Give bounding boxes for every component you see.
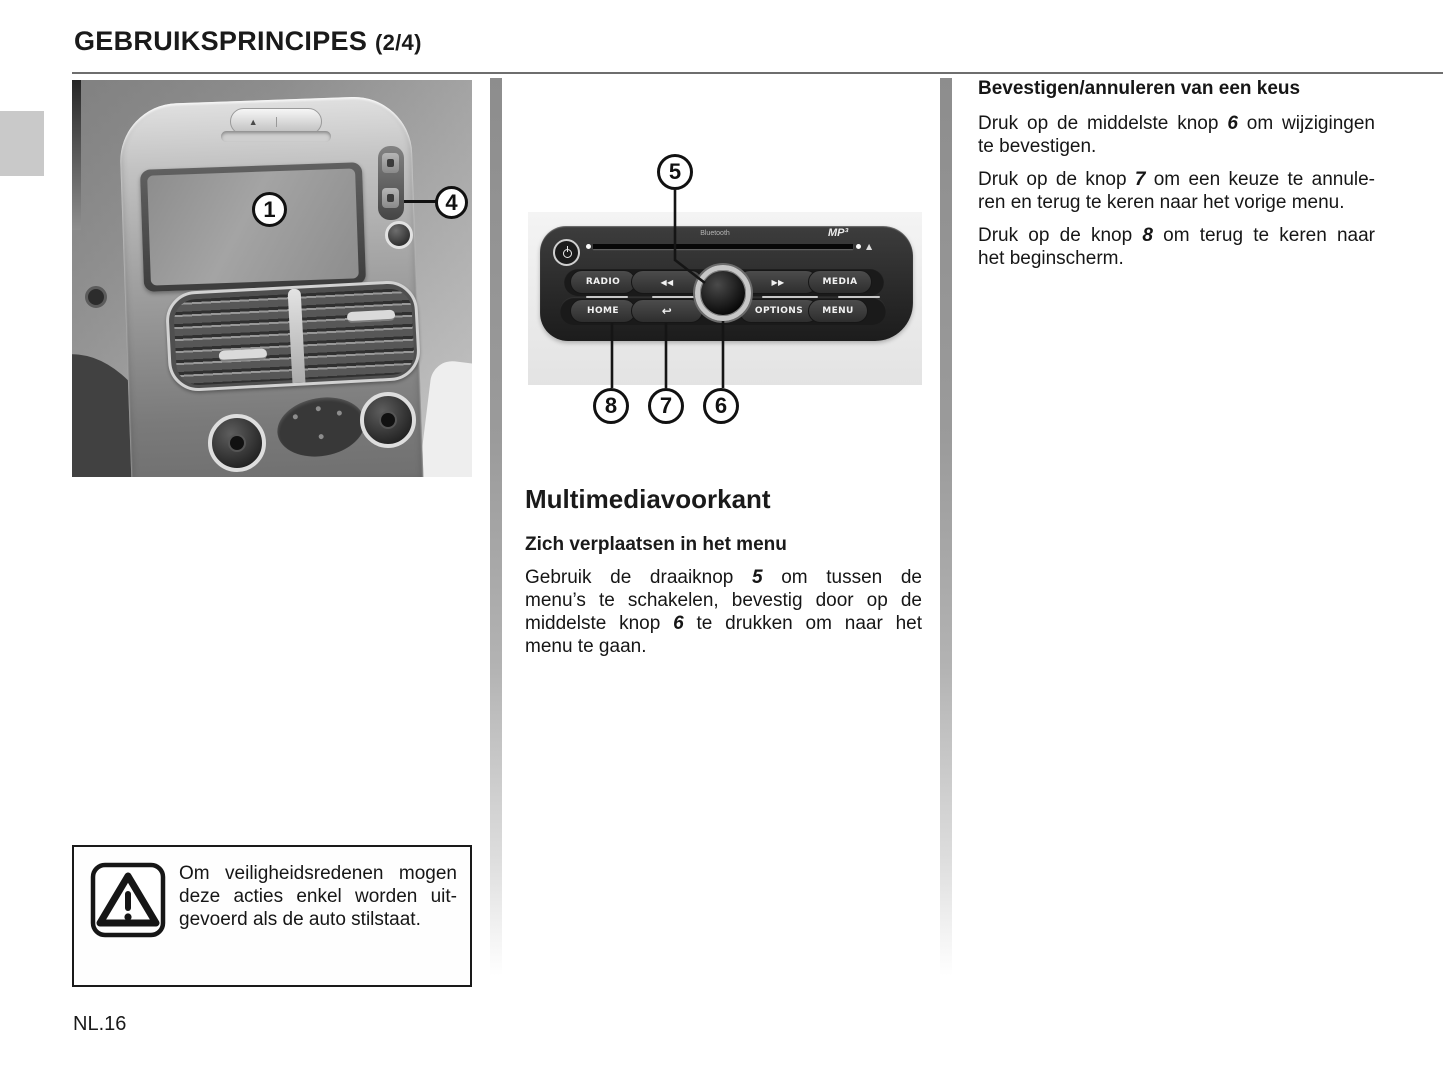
- back-icon: ↩: [631, 299, 703, 323]
- confirm-section: [978, 77, 1375, 280]
- page-title-suffix: (2/4): [374, 30, 422, 55]
- menu-paragraph: Gebruik de draaiknop 5 om tussen de menu’s te schakelen, bevestig door op de middelste knop 6 te drukken om naar het menu te gaan.: [525, 567, 923, 657]
- side-control-stalk: [378, 146, 404, 220]
- hazard-icon: ▲: [231, 117, 277, 127]
- climate-knob-left: [208, 414, 266, 472]
- confirm-paragraph-2: Druk op de knop 7 om een keuze te annule- ren en terug te keren naar het vorige menu.: [978, 169, 1376, 213]
- mp3-label: MP³: [828, 227, 849, 239]
- hazard-pod-base: [221, 131, 331, 142]
- door-edge-shadow: [72, 80, 81, 230]
- confirm-paragraph-1: Druk op de middelste knop 6 om wijzigingen te bevestigen.: [978, 113, 1375, 157]
- callout-4: 4: [435, 186, 468, 219]
- warning-box: [72, 845, 472, 987]
- radio-figure: [525, 145, 925, 429]
- dashboard-figure: [72, 80, 472, 477]
- air-vents: [165, 279, 422, 392]
- cluster-dot: [315, 406, 321, 412]
- column-divider-right: [940, 78, 952, 985]
- touchscreen-bezel: [140, 162, 366, 292]
- page-title: [74, 26, 422, 57]
- bluetooth-label: Bluetooth: [700, 230, 730, 237]
- callout-6: 6: [703, 388, 739, 424]
- callout-5: 5: [657, 154, 693, 190]
- cluster-dot: [336, 410, 342, 416]
- column-divider-left: [490, 78, 502, 985]
- cluster-dot: [292, 414, 298, 420]
- header-rule: [72, 72, 1443, 74]
- touchscreen: [147, 168, 359, 285]
- menu-subheading: Zich verplaatsen in het menu: [525, 534, 787, 555]
- volume-knob: [385, 221, 413, 249]
- media-button: MEDIA: [808, 270, 872, 294]
- options-button: OPTIONS: [739, 299, 819, 323]
- callout-4-line: [404, 200, 436, 203]
- confirm-heading: Bevestigen/annuleren van een keus: [978, 78, 1301, 99]
- home-button: HOME: [570, 299, 636, 323]
- warning-text: Om veiligheidsredenen mogen deze acties enkel worden uit- gevoerd als de auto stilstaat.: [179, 863, 457, 930]
- warning-icon: [90, 862, 166, 938]
- menu-button: MENU: [808, 299, 868, 323]
- callout-7: 7: [648, 388, 684, 424]
- callout-lines: [525, 145, 925, 429]
- seat-highlight: [417, 359, 472, 477]
- cluster-dot: [318, 434, 324, 440]
- page-title-text: GEBRUIKSPRINCIPES: [74, 26, 368, 56]
- callout-8: 8: [593, 388, 629, 424]
- callout-1: 1: [252, 192, 287, 227]
- mirror-control-knob: [85, 286, 107, 308]
- rewind-icon: ◀◀: [631, 270, 703, 294]
- forward-icon: ▶▶: [738, 270, 818, 294]
- multimedia-heading: Multimediavoorkant: [525, 484, 771, 514]
- stalk-button-upper: [382, 153, 399, 173]
- confirm-paragraph-3: Druk op de knop 8 om terug te keren naar het beginscherm.: [978, 225, 1375, 269]
- radio-button: RADIO: [570, 270, 636, 294]
- page-edge-tab: [0, 111, 44, 176]
- eject-icon: ▲: [866, 242, 873, 251]
- climate-knob-right: [360, 392, 416, 448]
- stalk-button-lower: [382, 188, 399, 208]
- page-number: NL.16: [73, 1013, 127, 1035]
